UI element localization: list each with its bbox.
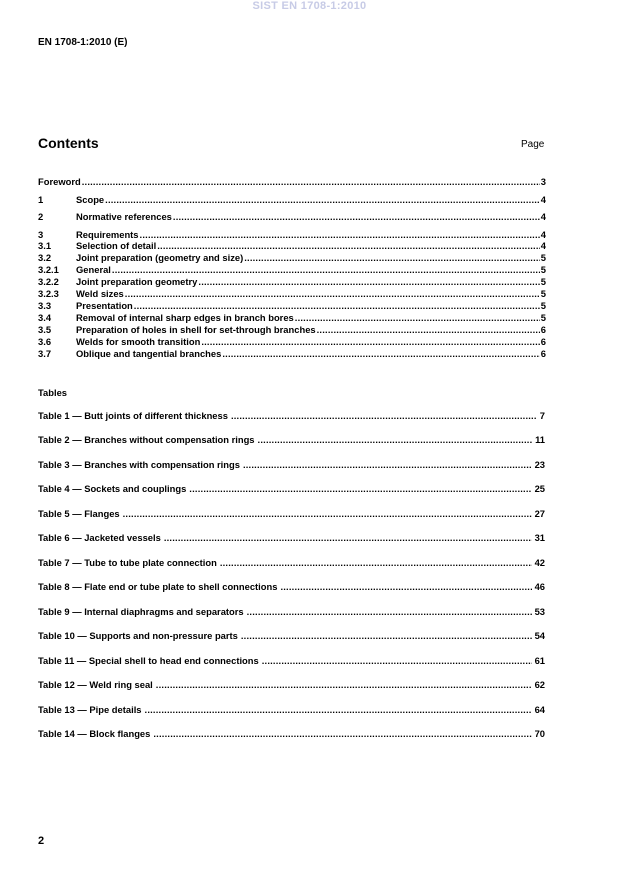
dot-leader (241, 630, 532, 641)
table-entry[interactable] (38, 704, 545, 715)
dot-leader (140, 229, 540, 240)
dot-leader (123, 508, 532, 519)
watermark: SIST EN 1708-1:2010 (252, 0, 367, 12)
toc-entry-title: Removal of internal sharp edges in branch bores (76, 312, 294, 323)
table-entry-title: Table 11 — Special shell to head end connections (38, 655, 259, 666)
table-entry-page: 46 (534, 581, 545, 592)
toc-entry-title: Preparation of holes in shell for set-through branches (76, 324, 316, 335)
dot-leader (82, 176, 540, 187)
table-entry-title: Table 6 — Jacketed vessels (38, 532, 161, 543)
table-entry-title: Table 3 — Branches with compensation rings (38, 459, 240, 470)
table-entry-page: 27 (534, 508, 545, 519)
table-entry[interactable] (38, 532, 545, 543)
toc-entry-number: 3.2.1 (38, 264, 59, 275)
table-entry-title: Table 8 — Flate end or tube plate to shell connections (38, 581, 278, 592)
dot-leader (201, 336, 539, 347)
dot-leader (244, 252, 540, 263)
dot-leader (112, 264, 540, 275)
dot-leader (134, 300, 540, 311)
toc-entry-number: 3.5 (38, 324, 52, 335)
dot-leader (295, 312, 540, 323)
toc-entry-number: 3.2.3 (38, 288, 59, 299)
dot-leader (156, 679, 532, 690)
table-entry[interactable] (38, 434, 545, 445)
page-column-label: Page (521, 139, 545, 150)
toc-entry-title: Welds for smooth transition (76, 336, 201, 347)
toc-entry-number: 3.2.2 (38, 276, 59, 287)
dot-leader (262, 655, 532, 666)
toc-entry[interactable] (38, 288, 546, 299)
toc-entry-page: 5 (540, 288, 546, 299)
toc-entry[interactable] (38, 229, 546, 240)
toc-entry-number: 3.6 (38, 336, 52, 347)
toc-entry-page: 3 (540, 176, 546, 187)
table-entry-title: Table 4 — Sockets and couplings (38, 483, 187, 494)
toc-entry-foreword[interactable] (38, 176, 546, 187)
toc-entry[interactable] (38, 252, 546, 263)
table-entry-title: Table 14 — Block flanges (38, 728, 151, 739)
page-number: 2 (38, 835, 45, 847)
table-entry-page: 7 (539, 410, 545, 421)
table-entry-page: 25 (534, 483, 545, 494)
toc-entry[interactable] (38, 211, 546, 222)
table-entry-title: Table 7 — Tube to tube plate connection (38, 557, 217, 568)
dot-leader (189, 483, 531, 494)
toc-entry[interactable] (38, 336, 546, 347)
table-entry-page: 23 (534, 459, 545, 470)
table-entry[interactable] (38, 606, 545, 617)
toc-entry-page: 5 (540, 300, 546, 311)
toc-entry-page: 6 (540, 324, 546, 335)
toc-entry-number: 3.1 (38, 240, 52, 251)
toc-entry-page: 6 (540, 336, 546, 347)
table-entry[interactable] (38, 581, 545, 592)
dot-leader (247, 606, 532, 617)
toc-entry[interactable] (38, 348, 546, 359)
toc-entry-title: Oblique and tangential branches (76, 348, 222, 359)
table-entry-page: 64 (534, 704, 545, 715)
dot-leader (173, 211, 540, 222)
toc-entry[interactable] (38, 300, 546, 311)
table-entry[interactable] (38, 630, 545, 641)
table-entry-page: 31 (534, 532, 545, 543)
table-entry[interactable] (38, 508, 545, 519)
table-entry-title: Table 13 — Pipe details (38, 704, 142, 715)
toc-entry-page: 5 (540, 264, 546, 275)
dot-leader (198, 276, 539, 287)
tables-heading: Tables (38, 387, 68, 398)
table-entry-page: 53 (534, 606, 545, 617)
toc-entry-number: 3.3 (38, 300, 52, 311)
dot-leader (125, 288, 540, 299)
toc-entry-number: 1 (38, 194, 44, 205)
toc-entry-page: 6 (540, 348, 546, 359)
toc-entry-title: Foreword (38, 176, 81, 187)
toc-entry-title: Requirements (76, 229, 139, 240)
toc-entry-page: 4 (540, 211, 546, 222)
table-entry-page: 61 (534, 655, 545, 666)
toc-entry[interactable] (38, 240, 546, 251)
toc-entry-title: Joint preparation geometry (76, 276, 198, 287)
toc-entry[interactable] (38, 324, 546, 335)
toc-entry[interactable] (38, 264, 546, 275)
table-entry-title: Table 5 — Flanges (38, 508, 120, 519)
table-entry[interactable] (38, 459, 545, 470)
table-entry-title: Table 2 — Branches without compensation rings (38, 434, 255, 445)
table-entry[interactable] (38, 655, 545, 666)
toc-entry-page: 4 (540, 229, 546, 240)
dot-leader (164, 532, 532, 543)
toc-entry-title: Joint preparation (geometry and size) (76, 252, 244, 263)
toc-entry-title: Scope (76, 194, 105, 205)
toc-entry-title: General (76, 264, 111, 275)
toc-entry-number: 3 (38, 229, 44, 240)
toc-entry-number: 3.7 (38, 348, 52, 359)
dot-leader (157, 240, 540, 251)
toc-entry-title: Weld sizes (76, 288, 124, 299)
dot-leader (231, 410, 537, 421)
toc-entry-page: 5 (540, 276, 546, 287)
dot-leader (258, 434, 533, 445)
toc-entry-page: 4 (540, 240, 546, 251)
contents-heading: Contents (38, 135, 99, 151)
dot-leader (220, 557, 532, 568)
table-entry[interactable] (38, 483, 545, 494)
table-entry-page: 62 (534, 679, 545, 690)
table-entry-title: Table 1 — Butt joints of different thickness (38, 410, 228, 421)
toc-entry-page: 5 (540, 312, 546, 323)
dot-leader (243, 459, 532, 470)
toc-entry-number: 3.4 (38, 312, 52, 323)
table-entry[interactable] (38, 728, 545, 739)
table-entry-title: Table 12 — Weld ring seal (38, 679, 153, 690)
dot-leader (105, 194, 540, 205)
table-entry-title: Table 9 — Internal diaphragms and separators (38, 606, 244, 617)
table-entry[interactable] (38, 410, 545, 421)
toc-entry[interactable] (38, 194, 546, 205)
table-entry-page: 11 (535, 434, 545, 445)
toc-entry-page: 4 (540, 194, 546, 205)
dot-leader (222, 348, 539, 359)
dot-leader (317, 324, 540, 335)
toc-entry-title: Selection of detail (76, 240, 157, 251)
dot-leader (280, 581, 531, 592)
table-entry[interactable] (38, 557, 545, 568)
toc-entry-title: Normative references (76, 211, 172, 222)
toc-entry-number: 2 (38, 211, 44, 222)
table-entry-page: 70 (534, 728, 545, 739)
toc-entry[interactable] (38, 312, 546, 323)
table-entry-title: Table 10 — Supports and non-pressure parts (38, 630, 238, 641)
table-entry[interactable] (38, 679, 545, 690)
toc-entry-title: Presentation (76, 300, 133, 311)
dot-leader (153, 728, 531, 739)
toc-entry-page: 5 (540, 252, 546, 263)
document-id: EN 1708-1:2010 (E) (38, 37, 128, 48)
table-entry-page: 42 (534, 557, 545, 568)
toc-entry-number: 3.2 (38, 252, 52, 263)
table-entry-page: 54 (534, 630, 545, 641)
toc-entry[interactable] (38, 276, 546, 287)
dot-leader (145, 704, 532, 715)
